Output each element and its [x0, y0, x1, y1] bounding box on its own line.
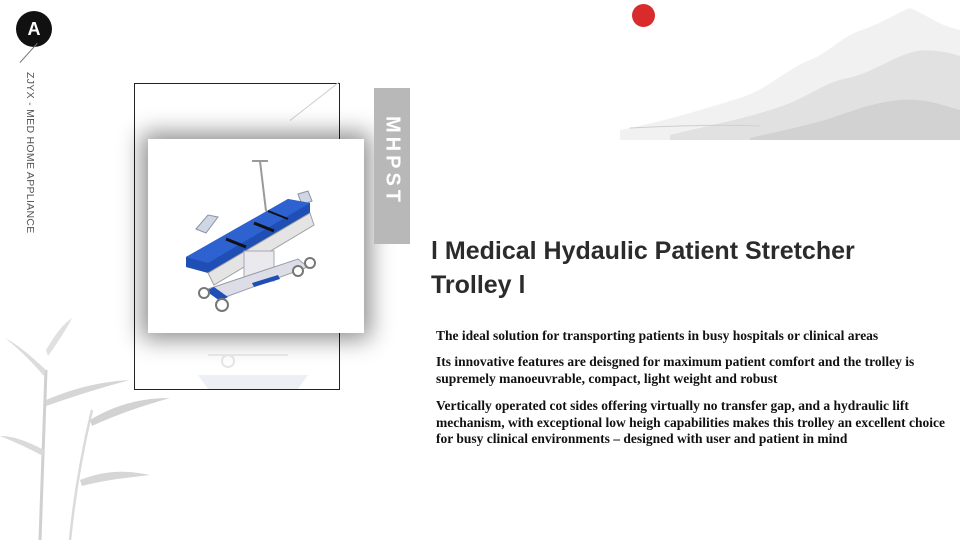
product-photo	[148, 139, 364, 333]
description-paragraph-2: Its innovative features are deisgned for maximum patient comfort and the trolley is supremely manoeuvrable, compact, light weight and robust	[436, 354, 915, 386]
ink-mountains-icon	[610, 0, 960, 140]
product-reflection	[148, 335, 364, 405]
product-code-label: MHPST	[381, 116, 404, 206]
logo-badge	[16, 11, 52, 47]
product-title: l Medical Hydaulic Patient Stretcher Trolley l	[431, 237, 855, 299]
logo-letter: A	[27, 18, 41, 39]
description-paragraph-3: Vertically operated cot sides offering virtually no transfer gap, and a hydraulic lift mechanism, with exceptional low heigh capabilities makes this trolley an excellent choice for busy clinical environments – designed with user and patient in mind	[436, 398, 945, 446]
description-paragraph-1: The ideal solution for transporting patients in busy hospitals or clinical areas	[436, 328, 879, 343]
stretcher-trolley-icon	[148, 139, 364, 333]
product-code-tab	[374, 88, 410, 244]
brand-vertical-text: ZJYX - MED HOME APPLIANCE	[24, 72, 36, 234]
